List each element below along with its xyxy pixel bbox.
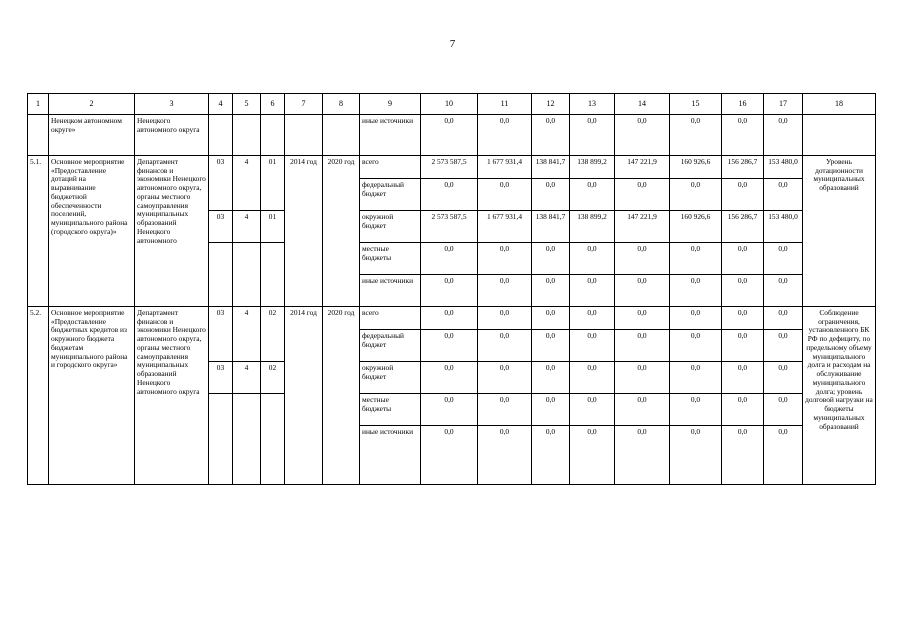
amount-cell: 0,0 [478, 243, 532, 275]
amount-cell: 0,0 [570, 307, 615, 330]
budget-code: 4 [233, 362, 261, 394]
amount-cell: 0,0 [570, 179, 615, 211]
column-header: 18 [803, 94, 876, 115]
amount-cell: 0,0 [764, 115, 803, 156]
amount-cell: 147 221,9 [615, 211, 670, 243]
amount-cell: 0,0 [670, 179, 722, 211]
amount-cell: 0,0 [670, 307, 722, 330]
amount-cell: 0,0 [532, 275, 570, 307]
target-indicator: Соблюдение ограничения, установленного БК РФ по дефициту, по предельному объему муниципального долга и расходам на обслуживание муниципального долга; уровень долговой нагрузки на бюджеты муниципальных образований [803, 307, 876, 485]
amount-cell: 0,0 [570, 362, 615, 394]
funding-source: окружной бюджет [360, 211, 421, 243]
budget-code: 03 [209, 362, 233, 394]
end-year: 2020 год [323, 156, 360, 307]
amount-cell: 0,0 [570, 243, 615, 275]
amount-cell: 0,0 [478, 394, 532, 426]
amount-cell: 0,0 [421, 275, 478, 307]
executor: Ненецкого автономного округа [135, 115, 209, 156]
amount-cell: 0,0 [764, 330, 803, 362]
budget-code: 01 [261, 156, 285, 211]
amount-cell: 138 899,2 [570, 211, 615, 243]
amount-cell: 153 480,0 [764, 211, 803, 243]
amount-cell: 0,0 [764, 362, 803, 394]
amount-cell: 0,0 [615, 330, 670, 362]
end-year: 2020 год [323, 307, 360, 485]
amount-cell: 0,0 [570, 275, 615, 307]
funding-source: федеральный бюджет [360, 330, 421, 362]
funding-source: иные источники [360, 275, 421, 307]
header-row [28, 94, 876, 115]
measure-name: Основное мероприятие «Предоставление дотаций на выравнивание бюджетной обеспеченности поселений, муниципального района (городского округа)» [49, 156, 135, 307]
budget-code: 01 [261, 211, 285, 243]
column-header: 7 [285, 94, 323, 115]
column-header: 9 [360, 94, 421, 115]
funding-source: окружной бюджет [360, 362, 421, 394]
amount-cell: 0,0 [615, 243, 670, 275]
amount-cell: 0,0 [421, 179, 478, 211]
budget-code: 03 [209, 156, 233, 211]
measure-name: Основное мероприятие «Предоставление бюджетных кредитов из окружного бюджета бюджетам муниципального района и городского округа» [49, 307, 135, 485]
amount-cell: 0,0 [722, 307, 764, 330]
column-header: 17 [764, 94, 803, 115]
amount-cell: 0,0 [670, 275, 722, 307]
amount-cell: 0,0 [570, 330, 615, 362]
amount-cell: 0,0 [532, 307, 570, 330]
amount-cell: 0,0 [722, 362, 764, 394]
measure-name: Ненецком автономном округе» [49, 115, 135, 156]
budget-code [261, 394, 285, 485]
funding-source: местные бюджеты [360, 394, 421, 426]
amount-cell: 0,0 [615, 115, 670, 156]
amount-cell: 0,0 [764, 275, 803, 307]
amount-cell: 0,0 [478, 330, 532, 362]
amount-cell: 0,0 [670, 394, 722, 426]
funding-source: федеральный бюджет [360, 179, 421, 211]
table-cell [28, 115, 49, 156]
amount-cell: 0,0 [532, 179, 570, 211]
amount-cell: 0,0 [722, 115, 764, 156]
budget-code: 03 [209, 211, 233, 243]
table-row [28, 156, 876, 179]
column-header: 10 [421, 94, 478, 115]
amount-cell: 0,0 [421, 394, 478, 426]
amount-cell: 0,0 [722, 179, 764, 211]
budget-code: 02 [261, 307, 285, 362]
amount-cell: 0,0 [478, 275, 532, 307]
amount-cell: 0,0 [478, 115, 532, 156]
amount-cell: 138 899,2 [570, 156, 615, 179]
amount-cell: 0,0 [615, 394, 670, 426]
budget-code [261, 243, 285, 307]
funding-source: всего [360, 156, 421, 179]
amount-cell: 0,0 [532, 330, 570, 362]
amount-cell: 0,0 [421, 426, 478, 485]
amount-cell: 0,0 [570, 426, 615, 485]
table-cell [285, 115, 323, 156]
amount-cell: 0,0 [764, 243, 803, 275]
table-cell [209, 115, 233, 156]
item-number: 5.1. [28, 156, 49, 307]
table-cell [233, 115, 261, 156]
amount-cell: 0,0 [722, 243, 764, 275]
amount-cell: 0,0 [670, 243, 722, 275]
amount-cell: 138 841,7 [532, 156, 570, 179]
column-header: 11 [478, 94, 532, 115]
amount-cell: 0,0 [722, 275, 764, 307]
amount-cell: 0,0 [615, 307, 670, 330]
funding-source: иные источники [360, 426, 421, 485]
amount-cell: 0,0 [615, 362, 670, 394]
amount-cell: 0,0 [764, 179, 803, 211]
column-header: 2 [49, 94, 135, 115]
table-cell [323, 115, 360, 156]
amount-cell: 0,0 [532, 362, 570, 394]
amount-cell: 160 926,6 [670, 156, 722, 179]
executor: Департамент финансов и экономики Ненецкого автономного округа, органы местного самоуправления муниципальных образований Ненецкого автономного [135, 156, 209, 307]
amount-cell: 156 286,7 [722, 211, 764, 243]
budget-code: 03 [209, 307, 233, 362]
column-header: 5 [233, 94, 261, 115]
amount-cell: 0,0 [532, 426, 570, 485]
amount-cell: 0,0 [670, 426, 722, 485]
column-header: 15 [670, 94, 722, 115]
budget-code [209, 243, 233, 307]
budget-code [233, 394, 261, 485]
amount-cell: 0,0 [532, 115, 570, 156]
amount-cell: 2 573 587,5 [421, 156, 478, 179]
start-year: 2014 год [285, 156, 323, 307]
amount-cell: 0,0 [670, 115, 722, 156]
funding-source: всего [360, 307, 421, 330]
amount-cell: 160 926,6 [670, 211, 722, 243]
executor: Департамент финансов и экономики Ненецкого автономного округа, органы местного самоуправления муниципальных образований Ненецкого автономного округа [135, 307, 209, 485]
column-header: 8 [323, 94, 360, 115]
amount-cell: 0,0 [670, 330, 722, 362]
amount-cell: 0,0 [764, 394, 803, 426]
column-header: 3 [135, 94, 209, 115]
column-header: 6 [261, 94, 285, 115]
budget-code: 4 [233, 307, 261, 362]
amount-cell: 0,0 [421, 362, 478, 394]
amount-cell: 1 677 931,4 [478, 156, 532, 179]
funding-source: иные источники [360, 115, 421, 156]
amount-cell: 0,0 [722, 426, 764, 485]
amount-cell: 0,0 [478, 307, 532, 330]
budget-table [27, 93, 876, 485]
amount-cell: 0,0 [722, 394, 764, 426]
amount-cell: 147 221,9 [615, 156, 670, 179]
amount-cell: 0,0 [478, 179, 532, 211]
amount-cell: 0,0 [478, 362, 532, 394]
amount-cell: 0,0 [615, 275, 670, 307]
amount-cell: 0,0 [421, 115, 478, 156]
budget-code [209, 394, 233, 485]
amount-cell: 0,0 [570, 115, 615, 156]
amount-cell: 0,0 [722, 330, 764, 362]
amount-cell: 0,0 [421, 330, 478, 362]
amount-cell: 0,0 [615, 426, 670, 485]
amount-cell: 0,0 [764, 426, 803, 485]
amount-cell: 0,0 [670, 362, 722, 394]
item-number: 5.2. [28, 307, 49, 485]
column-header: 14 [615, 94, 670, 115]
budget-code: 4 [233, 211, 261, 243]
budget-code: 4 [233, 156, 261, 211]
budget-code [233, 243, 261, 307]
amount-cell: 0,0 [764, 307, 803, 330]
column-header: 13 [570, 94, 615, 115]
column-header: 4 [209, 94, 233, 115]
amount-cell: 0,0 [532, 243, 570, 275]
table-cell [803, 115, 876, 156]
table-row [28, 307, 876, 330]
budget-code: 02 [261, 362, 285, 394]
table-row [28, 115, 876, 156]
target-indicator: Уровень дотационности муниципальных образований [803, 156, 876, 307]
table-cell [261, 115, 285, 156]
amount-cell: 1 677 931,4 [478, 211, 532, 243]
funding-source: местные бюджеты [360, 243, 421, 275]
amount-cell: 0,0 [421, 307, 478, 330]
amount-cell: 0,0 [421, 243, 478, 275]
start-year: 2014 год [285, 307, 323, 485]
amount-cell: 0,0 [615, 179, 670, 211]
amount-cell: 0,0 [478, 426, 532, 485]
column-header: 16 [722, 94, 764, 115]
amount-cell: 153 480,0 [764, 156, 803, 179]
amount-cell: 0,0 [532, 394, 570, 426]
amount-cell: 2 573 587,5 [421, 211, 478, 243]
column-header: 1 [28, 94, 49, 115]
page-number: 7 [449, 38, 456, 50]
amount-cell: 156 286,7 [722, 156, 764, 179]
column-header: 12 [532, 94, 570, 115]
amount-cell: 138 841,7 [532, 211, 570, 243]
amount-cell: 0,0 [570, 394, 615, 426]
